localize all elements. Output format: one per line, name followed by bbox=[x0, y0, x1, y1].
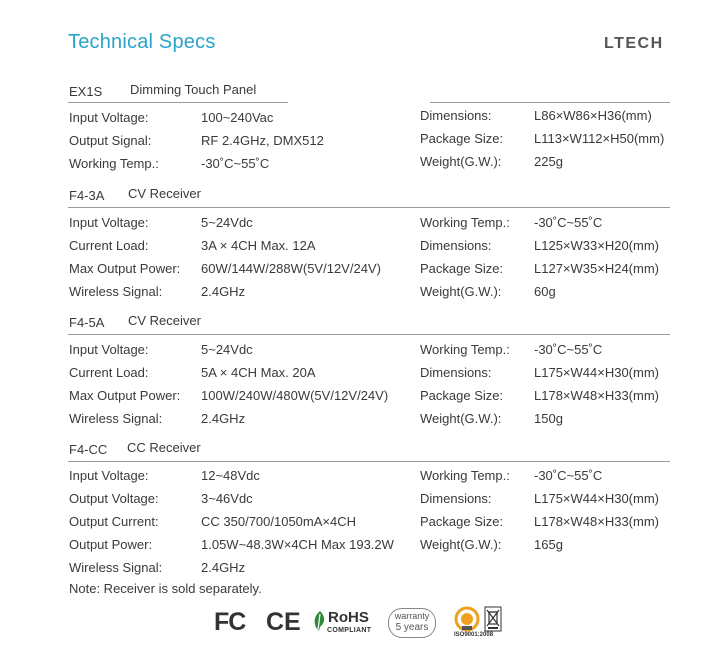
spec-value: L127×W35×H24(mm) bbox=[534, 261, 659, 276]
certification-logos bbox=[214, 604, 514, 644]
spec-value: 2.4GHz bbox=[201, 560, 246, 575]
footnote: Note: Receiver is sold separately. bbox=[69, 581, 262, 596]
spec-label: Output Signal: bbox=[69, 133, 152, 148]
section-header bbox=[68, 82, 672, 102]
model-code: EX1S bbox=[69, 84, 103, 99]
spec-value: 3~46Vdc bbox=[201, 491, 253, 506]
warranty-badge bbox=[388, 608, 436, 638]
spec-label: Working Temp.: bbox=[420, 342, 510, 357]
section-header bbox=[68, 313, 672, 333]
warranty-years: 5 years bbox=[395, 622, 429, 633]
product-name: CV Receiver bbox=[128, 313, 201, 328]
right-divider bbox=[430, 102, 670, 103]
spec-value: L113×W112×H50(mm) bbox=[534, 131, 665, 146]
rohs-logo bbox=[312, 606, 374, 638]
spec-label: Package Size: bbox=[420, 514, 504, 529]
spec-label: Input Voltage: bbox=[69, 215, 149, 230]
warranty-label: warranty bbox=[394, 611, 430, 621]
spec-value: 5A × 4CH Max. 20A bbox=[201, 365, 316, 380]
spec-section-f4-5a bbox=[68, 313, 672, 426]
spec-label: Max Output Power: bbox=[69, 261, 181, 276]
spec-value: 3A × 4CH Max. 12A bbox=[201, 238, 316, 253]
spec-label: Wireless Signal: bbox=[69, 560, 163, 575]
spec-value: 100W/240W/480W(5V/12V/24V) bbox=[201, 388, 389, 403]
spec-value: 150g bbox=[534, 411, 563, 426]
spec-label: Wireless Signal: bbox=[69, 284, 163, 299]
section-header bbox=[68, 186, 672, 206]
spec-value: L178×W48×H33(mm) bbox=[534, 514, 659, 529]
product-name: Dimming Touch Panel bbox=[130, 82, 257, 97]
spec-label: Weight(G.W.): bbox=[420, 284, 502, 299]
spec-label: Working Temp.: bbox=[69, 156, 159, 171]
spec-value: -30˚C~55˚C bbox=[201, 156, 270, 171]
spec-label: Input Voltage: bbox=[69, 468, 149, 483]
section-header bbox=[68, 440, 672, 460]
spec-label: Dimensions: bbox=[420, 365, 492, 380]
spec-value: L175×W44×H30(mm) bbox=[534, 365, 659, 380]
product-name: CV Receiver bbox=[128, 186, 201, 201]
spec-value: -30˚C~55˚C bbox=[534, 468, 603, 483]
rohs-compliant-text: COMPLIANT bbox=[327, 627, 372, 634]
spec-value: 225g bbox=[534, 154, 563, 169]
model-code: F4-5A bbox=[69, 315, 105, 330]
spec-value: L86×W86×H36(mm) bbox=[534, 108, 652, 123]
spec-label: Working Temp.: bbox=[420, 215, 510, 230]
spec-value: 2.4GHz bbox=[201, 284, 246, 299]
weee-bin-icon bbox=[484, 606, 502, 632]
model-code: F4-CC bbox=[69, 442, 108, 457]
spec-value: 165g bbox=[534, 537, 563, 552]
spec-label: Output Current: bbox=[69, 514, 159, 529]
spec-value: RF 2.4GHz, DMX512 bbox=[201, 133, 324, 148]
spec-value: 12~48Vdc bbox=[201, 468, 260, 483]
spec-value: 5~24Vdc bbox=[201, 342, 253, 357]
spec-label: Working Temp.: bbox=[420, 468, 510, 483]
spec-value: 60W/144W/288W(5V/12V/24V) bbox=[201, 261, 381, 276]
spec-label: Package Size: bbox=[420, 131, 504, 146]
spec-section-f4-cc bbox=[68, 440, 672, 575]
spec-label: Dimensions: bbox=[420, 238, 492, 253]
spec-label: Weight(G.W.): bbox=[420, 154, 502, 169]
spec-section-ex1s bbox=[68, 82, 672, 171]
fcc-logo: FC bbox=[214, 608, 246, 636]
rohs-text: RoHS bbox=[328, 609, 369, 626]
full-divider bbox=[68, 461, 670, 462]
sgs-icon bbox=[454, 606, 480, 632]
spec-value: L175×W44×H30(mm) bbox=[534, 491, 659, 506]
spec-value: -30˚C~55˚C bbox=[534, 342, 603, 357]
full-divider bbox=[68, 334, 670, 335]
spec-section-f4-3a bbox=[68, 186, 672, 299]
page-title: Technical Specs bbox=[68, 31, 216, 53]
iso-certification-label: ISO9001:2008 bbox=[454, 632, 494, 638]
spec-label: Package Size: bbox=[420, 388, 504, 403]
spec-value: L178×W48×H33(mm) bbox=[534, 388, 659, 403]
left-divider bbox=[68, 102, 288, 103]
spec-label: Input Voltage: bbox=[69, 110, 149, 125]
full-divider bbox=[68, 207, 670, 208]
leaf-icon bbox=[312, 610, 328, 632]
spec-label: Max Output Power: bbox=[69, 388, 181, 403]
spec-value: 100~240Vac bbox=[201, 110, 274, 125]
spec-value: -30˚C~55˚C bbox=[534, 215, 603, 230]
spec-value: 60g bbox=[534, 284, 556, 299]
spec-label: Current Load: bbox=[69, 238, 149, 253]
spec-label: Wireless Signal: bbox=[69, 411, 163, 426]
spec-label: Weight(G.W.): bbox=[420, 537, 502, 552]
spec-value: L125×W33×H20(mm) bbox=[534, 238, 659, 253]
spec-label: Current Load: bbox=[69, 365, 149, 380]
spec-label: Output Power: bbox=[69, 537, 153, 552]
spec-value: 5~24Vdc bbox=[201, 215, 253, 230]
spec-label: Input Voltage: bbox=[69, 342, 149, 357]
spec-label: Dimensions: bbox=[420, 108, 492, 123]
spec-label: Package Size: bbox=[420, 261, 504, 276]
spec-value: 1.05W~48.3W×4CH Max 193.2W bbox=[201, 537, 394, 552]
spec-label: Output Voltage: bbox=[69, 491, 159, 506]
spec-label: Dimensions: bbox=[420, 491, 492, 506]
brand-logo: LTECH bbox=[604, 35, 664, 52]
spec-label: Weight(G.W.): bbox=[420, 411, 502, 426]
product-name: CC Receiver bbox=[127, 440, 201, 455]
model-code: F4-3A bbox=[69, 188, 105, 203]
spec-value: CC 350/700/1050mA×4CH bbox=[201, 514, 357, 529]
ce-logo: CE bbox=[266, 608, 301, 636]
spec-value: 2.4GHz bbox=[201, 411, 246, 426]
